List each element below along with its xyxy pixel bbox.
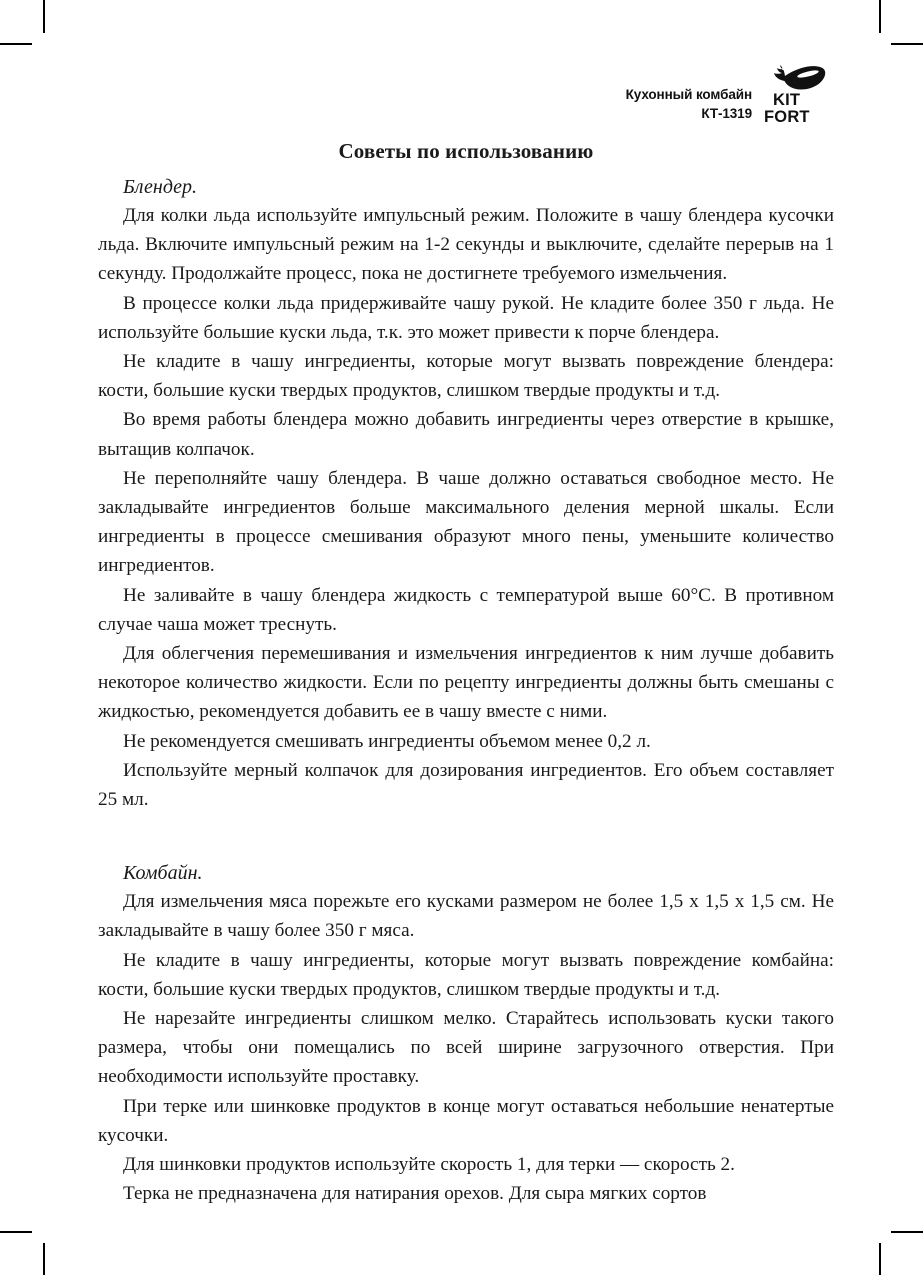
brand-text-fort: FORT [764, 108, 810, 126]
page-header [98, 60, 834, 126]
section-heading: Блендер. [123, 176, 198, 198]
page-content [98, 60, 834, 1209]
paragraph: Во время работы блендера можно добавить ингредиенты через отверстие в крышке, вытащив колпачок. [98, 409, 834, 460]
product-name-block [626, 60, 762, 123]
section-processor [98, 860, 834, 1208]
paragraph: Для облегчения перемешивания и измельчения ингредиентов к ним лучше добавить некоторое количество жидкости. Если по рецепту ингредиенты должны быть смешаны с жидкостью, рекомендуется добавить ее в чашу вместе с ними. [98, 643, 834, 723]
crop-mark-bottom-left-horizontal [0, 1231, 32, 1233]
paragraph: При терке или шинковке продуктов в конце могут оставаться небольшие ненатертые кусочки. [98, 1095, 834, 1146]
page-title: Советы по использованию [338, 139, 594, 163]
brand-logo [762, 60, 834, 126]
paragraph: Не нарезайте ингредиенты слишком мелко. Старайтесь использовать куски такого размера, чтобы они помещались по всей ширине загрузочного отверстия. При необходимости используйте проставку. [98, 1008, 834, 1088]
crop-mark-top-left-vertical [43, 0, 45, 33]
section-heading: Комбайн. [123, 862, 203, 885]
crop-mark-top-right-horizontal [891, 43, 923, 45]
product-model: КТ-1319 [701, 106, 752, 121]
paragraph: В процессе колки льда придерживайте чашу рукой. Не кладите более 350 г льда. Не используйте большие куски льда, т.к. это может привести к порче блендера. [98, 292, 834, 343]
brand-text-kit: KIT [773, 91, 801, 109]
paragraph: Для измельчения мяса порежьте его кусками размером не более 1,5 х 1,5 х 1,5 см. Не закладывайте в чашу более 350 г мяса. [98, 891, 834, 942]
paragraph: Используйте мерный колпачок для дозирования ингредиентов. Его объем составляет 25 мл. [98, 759, 834, 811]
paragraph: Не заливайте в чашу блендера жидкость с температурой выше 60°C. В противном случае чаша может треснуть. [98, 584, 834, 635]
paragraph: Не кладите в чашу ингредиенты, которые могут вызвать повреждение блендера: кости, большие куски твердых продуктов, слишком твердые продукты и т.д. [98, 351, 834, 402]
bird-logo-icon [770, 62, 828, 92]
section-spacer [98, 814, 834, 860]
paragraph: Для шинковки продуктов используйте скорость 1, для терки — скорость 2. [123, 1154, 735, 1176]
section-blender [98, 174, 834, 814]
paragraph: Не кладите в чашу ингредиенты, которые могут вызвать повреждение комбайна: кости, большие куски твердых продуктов, слишком твердые продукты и т.д. [98, 949, 834, 1000]
crop-mark-top-right-vertical [879, 0, 881, 33]
crop-mark-bottom-right-horizontal [891, 1231, 923, 1233]
crop-mark-top-left-horizontal [0, 43, 32, 45]
paragraph: Для колки льда используйте импульсный режим. Положите в чашу блендера кусочки льда. Включите импульсный режим на 1-2 секунды и выключите, сделайте перерыв на 1 секунду. Продолжайте процесс, пока не достигнете требуемого измельчения. [98, 205, 834, 285]
paragraph: Не переполняйте чашу блендера. В чаше должно оставаться свободное место. Не закладывайте ингредиентов больше максимального деления мерной шкалы. Если ингредиенты в процессе смешивания образуют много пены, уменьшите количество ингредиентов. [98, 467, 834, 577]
paragraph: Не рекомендуется смешивать ингредиенты объемом менее 0,2 л. [123, 730, 651, 752]
crop-mark-bottom-right-vertical [879, 1243, 881, 1275]
paragraph: Терка не предназначена для натирания орехов. Для сыра мягких сортов [123, 1183, 707, 1205]
product-name: Кухонный комбайн [625, 87, 752, 102]
crop-mark-bottom-left-vertical [43, 1243, 45, 1275]
